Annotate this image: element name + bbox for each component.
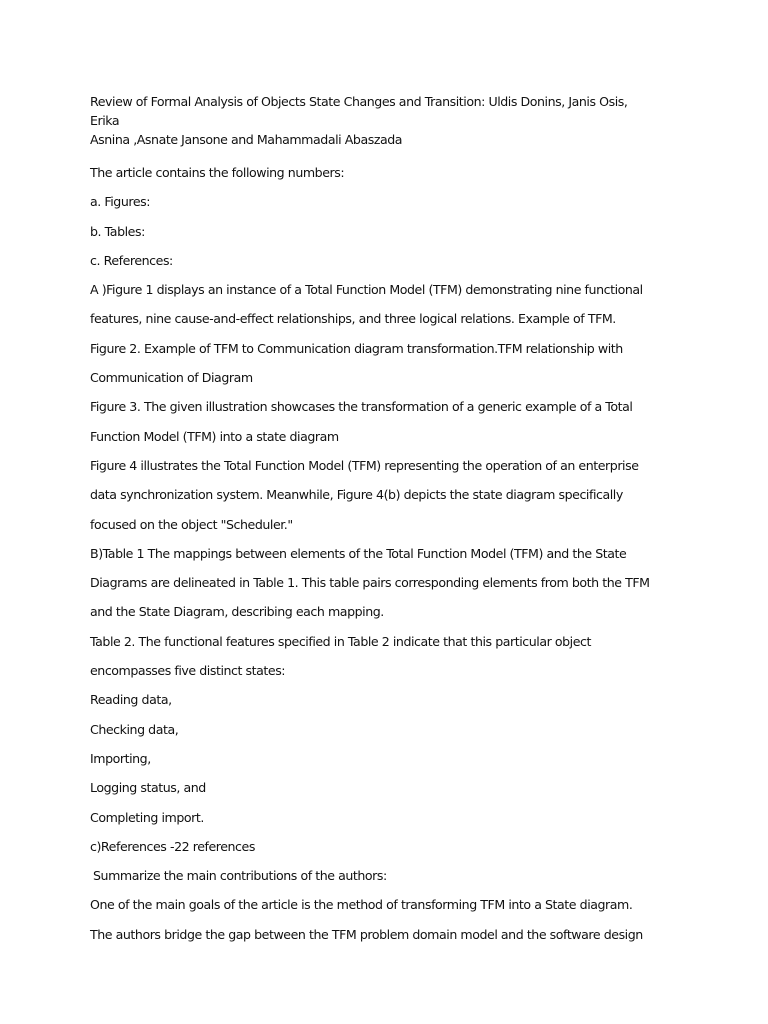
state-item: Completing import. bbox=[90, 809, 204, 825]
references-text: c)References -22 references bbox=[90, 838, 255, 854]
references-count: c. References: bbox=[90, 252, 173, 268]
figure-1-text: A )Figure 1 displays an instance of a Total Function Model (TFM) demonstrating nine functional bbox=[90, 282, 643, 298]
table-2-text: encompasses five distinct states: bbox=[90, 663, 286, 679]
figure-2-text: Figure 2. Example of TFM to Communication diagram transformation.TFM relationship with bbox=[90, 340, 623, 356]
document-title bbox=[90, 92, 650, 149]
intro-line: The article contains the following numbers: bbox=[90, 165, 345, 180]
figure-3-text: Function Model (TFM) into a state diagram bbox=[90, 428, 339, 444]
contribution-text: One of the main goals of the article is the method of transforming TFM into a State diagram. bbox=[90, 897, 633, 913]
figure-4-text: focused on the object "Scheduler." bbox=[90, 516, 293, 532]
title-line: Review of Formal Analysis of Objects State Changes and Transition: Uldis Donins, Janis Osis, Erika bbox=[90, 94, 628, 128]
figure-4-text: data synchronization system. Meanwhile, Figure 4(b) depicts the state diagram specifically bbox=[90, 487, 623, 503]
figure-2-text: Communication of Diagram bbox=[90, 370, 253, 386]
table-2-text: Table 2. The functional features specified in Table 2 indicate that this particular object bbox=[90, 633, 591, 649]
state-item: Reading data, bbox=[90, 692, 172, 708]
state-item: Logging status, and bbox=[90, 780, 206, 796]
figures-count: a. Figures: bbox=[90, 194, 151, 210]
summary-heading: Summarize the main contributions of the authors: bbox=[93, 868, 387, 884]
figure-1-text: features, nine cause-and-effect relationships, and three logical relations. Example of TFM. bbox=[90, 311, 616, 327]
document-body bbox=[90, 92, 650, 949]
table-1-text: and the State Diagram, describing each mapping. bbox=[90, 604, 384, 620]
table-1-text: B)Table 1 The mappings between elements of the Total Function Model (TFM) and the State bbox=[90, 545, 627, 561]
title-line: Asnina ,Asnate Jansone and Mahammadali Abaszada bbox=[90, 132, 403, 147]
tables-count: b. Tables: bbox=[90, 223, 145, 239]
state-item: Importing, bbox=[90, 750, 151, 766]
figure-3-text: Figure 3. The given illustration showcases the transformation of a generic example of a Total bbox=[90, 399, 633, 415]
figure-4-text: Figure 4 illustrates the Total Function Model (TFM) representing the operation of an enterprise bbox=[90, 457, 639, 473]
table-1-text: Diagrams are delineated in Table 1. This table pairs corresponding elements from both the TFM bbox=[90, 575, 650, 591]
contribution-text: The authors bridge the gap between the TFM problem domain model and the software design bbox=[90, 926, 643, 942]
state-item: Checking data, bbox=[90, 721, 179, 737]
